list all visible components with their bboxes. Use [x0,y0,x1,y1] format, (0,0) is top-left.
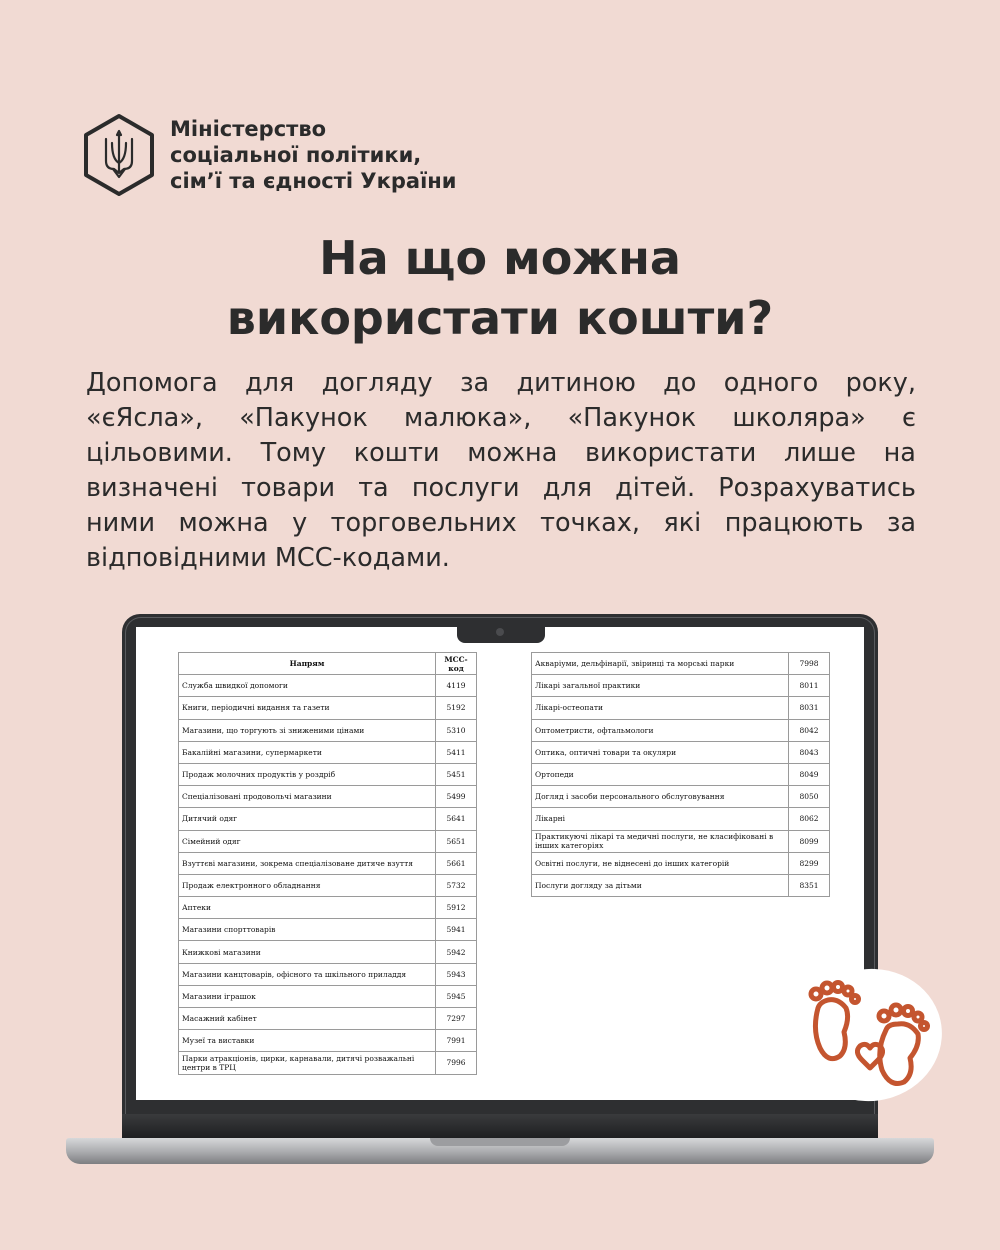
table-row [532,786,830,808]
direction-cell: Масажний кабінет [179,1008,436,1030]
mcc-code-cell: 8011 [789,675,830,697]
table-row [532,675,830,697]
mcc-code-cell: 5499 [436,786,477,808]
page-title-line-2: використати кошти? [226,291,774,345]
table-header-row [179,653,477,675]
mcc-code-cell: 5192 [436,697,477,719]
baby-feet-heart-icon [790,960,950,1110]
table-row [532,808,830,830]
body-line: визначені товари та послуги для дітей. Розрахуватись [86,473,916,503]
camera-icon [496,628,504,636]
table-row [179,719,477,741]
header-mcc-code: МСС-код [436,653,477,675]
mcc-code-cell: 8050 [789,786,830,808]
table-row [179,897,477,919]
mcc-code-cell: 5661 [436,852,477,874]
direction-cell: Лікарні [532,808,789,830]
page-title-line-1: На що можна [319,231,681,285]
direction-cell: Магазини, що торгують зі зниженими цінами [179,719,436,741]
body-line: ними можна у торговельних точках, які працюють за [86,508,916,538]
laptop-hinge [122,1114,878,1138]
mcc-code-cell: 5310 [436,719,477,741]
table-row [532,653,830,675]
body-line: Допомога для догляду за дитиною до одного року, [86,368,916,398]
table-row [179,763,477,785]
mcc-code-cell: 4119 [436,675,477,697]
direction-cell: Продаж молочних продуктів у роздріб [179,763,436,785]
table-row [532,697,830,719]
mcc-code-cell: 8099 [789,830,830,852]
direction-cell: Освітні послуги, не віднесені до інших категорій [532,852,789,874]
direction-cell: Дитячий одяг [179,808,436,830]
direction-cell: Аптеки [179,897,436,919]
direction-cell: Магазини спорттоварів [179,919,436,941]
direction-cell: Послуги догляду за дітьми [532,874,789,896]
direction-cell: Спеціалізовані продовольчі магазини [179,786,436,808]
table-row [179,919,477,941]
table-row [179,941,477,963]
mcc-code-cell: 5941 [436,919,477,941]
ministry-logo-icon [82,113,156,197]
table-row [179,741,477,763]
mcc-code-cell: 5732 [436,874,477,896]
mcc-table-left [178,652,477,1075]
direction-cell: Парки атракціонів, цирки, карнавали, дитячі розважальні центри в ТРЦ [179,1052,436,1074]
ministry-name-line-2: соціальної політики, [170,143,422,167]
table-row [179,852,477,874]
mcc-code-cell: 8062 [789,808,830,830]
mcc-code-cell: 8049 [789,763,830,785]
table-row [179,1030,477,1052]
mcc-code-cell: 8351 [789,874,830,896]
direction-cell: Музеї та виставки [179,1030,436,1052]
mcc-code-cell: 5651 [436,830,477,852]
body-paragraph [86,366,916,576]
ministry-name [170,116,457,194]
direction-cell: Оптометристи, офтальмологи [532,719,789,741]
table-row [532,874,830,896]
mcc-table-right [531,652,830,897]
direction-cell: Практикуючі лікарі та медичні послуги, не класифіковані в інших категоріях [532,830,789,852]
header-direction: Напрям [179,653,436,675]
mcc-code-cell: 8043 [789,741,830,763]
direction-cell: Служба швидкої допомоги [179,675,436,697]
table-row [532,763,830,785]
mcc-code-cell: 8042 [789,719,830,741]
body-line: відповідними МСС-кодами. [86,543,450,573]
table-row [532,830,830,852]
mcc-code-cell: 5451 [436,763,477,785]
direction-cell: Ортопеди [532,763,789,785]
mcc-code-cell: 8031 [789,697,830,719]
ministry-name-line-3: сім’ї та єдності України [170,169,457,193]
mcc-code-cell: 5912 [436,897,477,919]
table-row [179,985,477,1007]
mcc-code-cell: 7996 [436,1052,477,1074]
mcc-code-cell: 5945 [436,985,477,1007]
direction-cell: Продаж електронного обладнання [179,874,436,896]
table-row [179,1008,477,1030]
direction-cell: Догляд і засоби персонального обслуговування [532,786,789,808]
table-row [532,852,830,874]
mcc-code-cell: 8299 [789,852,830,874]
direction-cell: Акваріуми, дельфінарії, звіринці та морські парки [532,653,789,675]
laptop-base-lip [430,1138,570,1146]
table-row [532,719,830,741]
direction-cell: Книжкові магазини [179,941,436,963]
mcc-code-cell: 5641 [436,808,477,830]
table-row [532,741,830,763]
body-line: «єЯсла», «Пакунок малюка», «Пакунок школяра» є [86,403,916,433]
mcc-code-cell: 5411 [436,741,477,763]
mcc-code-cell: 5942 [436,941,477,963]
table-row [179,830,477,852]
direction-cell: Лікарі загальної практики [532,675,789,697]
direction-cell: Книги, періодичні видання та газети [179,697,436,719]
mcc-code-cell: 5943 [436,963,477,985]
direction-cell: Сімейний одяг [179,830,436,852]
table-row [179,675,477,697]
mcc-code-cell: 7998 [789,653,830,675]
direction-cell: Бакалійні магазини, супермаркети [179,741,436,763]
body-line: цільовими. Тому кошти можна використати лише на [86,438,916,468]
direction-cell: Магазини канцтоварів, офісного та шкільного приладдя [179,963,436,985]
table-row [179,874,477,896]
direction-cell: Взуттєві магазини, зокрема спеціалізоване дитяче взуття [179,852,436,874]
table-row [179,808,477,830]
page-title [0,228,1000,348]
ministry-name-line-1: Міністерство [170,117,327,141]
table-row [179,697,477,719]
direction-cell: Лікарі-остеопати [532,697,789,719]
direction-cell: Магазини іграшок [179,985,436,1007]
table-row [179,963,477,985]
mcc-code-cell: 7991 [436,1030,477,1052]
direction-cell: Оптика, оптичні товари та окуляри [532,741,789,763]
table-row [179,786,477,808]
mcc-code-cell: 7297 [436,1008,477,1030]
table-row [179,1052,477,1074]
